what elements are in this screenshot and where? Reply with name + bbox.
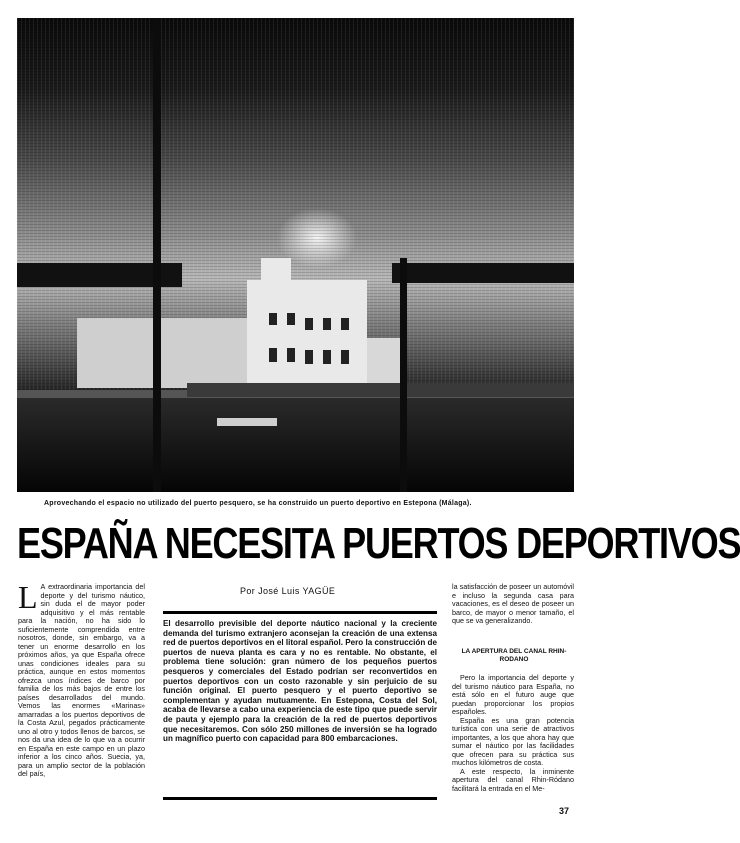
photo-tower bbox=[261, 258, 291, 298]
photo-pole bbox=[400, 258, 407, 492]
column-3-paragraph: España es una gran potencia turística con una serie de atractivos importantes, a los que ahora hay que sumar el náutico por las facilidades que ofrecen para su práctica sus muchos kilómetros de costa. bbox=[452, 715, 574, 767]
intro-top-rule bbox=[163, 611, 437, 614]
intro-paragraph: El desarrollo previsible del deporte náutico nacional y la creciente demanda del turismo extranjero aconsejan la creación de una extensa red de puertos deportivos en el litoral español. Pero la construcción de puertos de nueva planta es cara y no es rentable. No obstante, el problema tiene solución: gran número de los pequeños puertos pesqueros y comerciales del Estado podrían ser reconvertidos en puertos deportivos con un costo razonable y sin perjuicio de su función original. El puerto pesquero y el puerto deportivo se complementan y ayudan mutuamente. En Estepona, Costa del Sol, acaba de llevarse a cabo una experiencia de este tipo que puede servir de pauta y ejemplo para la creación de la red de puertos deportivos que necesitaremos. Con sólo 250 millones de inversión se ha logrado un magnífico puerto con capacidad para 800 embarcaciones. bbox=[163, 619, 437, 744]
headline: ESPAÑA NECESITA PUERTOS DEPORTIVOS bbox=[17, 519, 740, 568]
page-number: 37 bbox=[559, 806, 570, 816]
column-3-paragraph: Pero la importancia del deporte y del turismo náutico para España, no está sólo en el futuro auge que puedan proporcionar los propios españoles. bbox=[452, 673, 574, 716]
photo-window bbox=[323, 318, 331, 330]
photo-window bbox=[341, 350, 349, 364]
photo-building bbox=[77, 318, 247, 388]
photo-pier bbox=[187, 383, 574, 397]
photo-window bbox=[305, 350, 313, 364]
harbour-photo bbox=[17, 18, 574, 492]
article-column-1 bbox=[18, 579, 145, 779]
photo-window bbox=[323, 350, 331, 364]
photo-caption: Aprovechando el espacio no utilizado del puerto pesquero, se ha construido un puerto deportivo en Estepona (Málaga). bbox=[44, 500, 472, 507]
column-1-text: A extraordinaria importancia del deporte y del turismo náutico, sin duda el de mayor poder adquisitivo y el más rentable para la nación, no ha sido lo suficientemente comprendida entre nosotros, donde, sin embargo, va a tener un enorme desarrollo en los próximos años, ya que España ofrece unas condiciones ideales para su práctica, aunque en estos momentos ofrezca unos índices de barco por familia de los más bajos de entre los países desarrollados del mundo. Vemos las enormes «Marinas» amarradas a los puertos deportivos de la Costa Azul, pegados prácticamente uno al otro y todos llenos de barcos, se nos da una idea de lo que va a ocurrir en España en este campo en un plazo inferior a los cinco años. Suecia, ya, para un amplio sector de la población del país, bbox=[18, 582, 145, 778]
intro-bottom-rule bbox=[163, 797, 437, 800]
photo-water bbox=[17, 398, 574, 492]
column-3-paragraph: A este respecto, la inminente apertura del canal Rhin-Ródano facilitará la entrada en el Me- bbox=[452, 766, 574, 793]
photo-window bbox=[287, 313, 295, 325]
section-subhead: LA APERTURA DEL CANAL RHIN-RODANO bbox=[461, 648, 567, 663]
photo-roof bbox=[392, 263, 574, 283]
photo-boat bbox=[217, 418, 277, 426]
photo-window bbox=[341, 318, 349, 330]
photo-window bbox=[269, 348, 277, 362]
drop-cap: L bbox=[18, 579, 38, 615]
photo-window bbox=[287, 348, 295, 362]
photo-window bbox=[305, 318, 313, 330]
article-column-3 bbox=[452, 674, 574, 793]
byline: Por José Luis YAGÜE bbox=[240, 586, 336, 596]
photo-window bbox=[269, 313, 277, 325]
photo-pole bbox=[153, 18, 161, 492]
article-column-3-top: la satisfacción de poseer un automóvil e incluso la segunda casa para vacaciones, es el deseo de poseer un barco, de mayor o menor tamaño, el que se va generalizando. bbox=[452, 582, 574, 625]
